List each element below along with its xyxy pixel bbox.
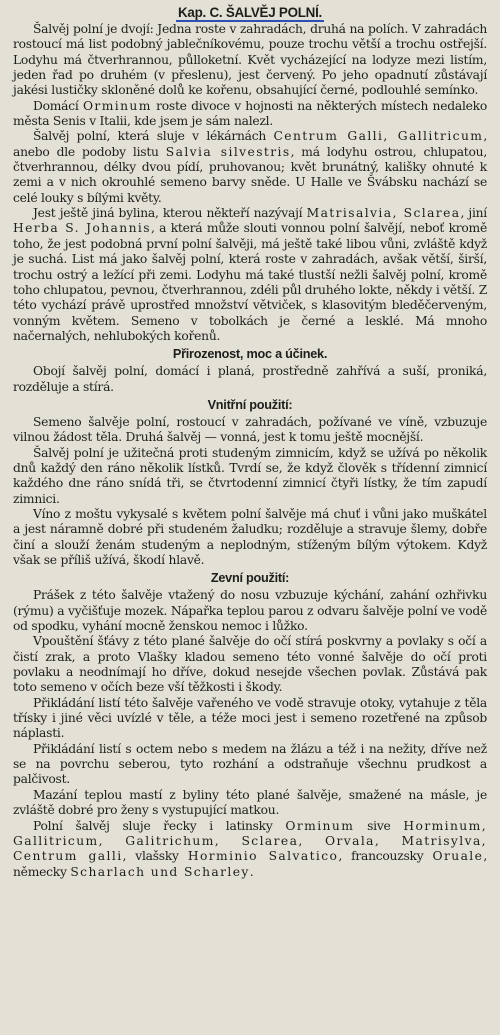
section-heading: Zevní použití: [210,571,290,586]
paragraph: Víno z moštu vykysalé s květem polní šalvěje má chuť i vůni jako muškátel a jest náramně dobré při studeném žaludku; rozděluje a stravuje šlemy, dobře činí a slouží ženám studeným a neplodným, stíženým bílým výtokem. Když však se příliš užívá, škodí hlavě. [13,506,487,567]
paragraph: Prášek z této šalvěje vtažený do nosu vzbuzuje kýchání, zahání ozhřivku (rýmu) a vyčišťuje mozek. Nápařka teplou parou z odvaru šalvěje polní ve vodě od spodku, vyhání mocně ženskou nemoc i lůžko. [13,588,487,634]
paragraph: Polní šalvěj sluje řecky i latinsky Orminum sive Horminum, Gallitricum, Galitrichum, Sclarea, Orvala, Matrisylva, Centrum galli, vlašsky Horminio Salvatico, francouzsky Oruale, německy Scharlach und Scharley. [13,818,487,879]
paragraph: Přikládání listí s octem nebo s medem na žlázu a též i na nežity, dříve než se na povrchu seberou, tyto rozhání a odstraňuje všechnu prudkost a palčivost. [13,741,487,787]
paragraph: Šalvěj polní, která sluje v lékárnách Centrum Galli, Gallitricum, anebo dle podoby listu Salvia silvestris, má lodyhu ostrou, chlupatou, čtverhrannou, délky dvou pídí, pruhovanou; květ brunátný, kališky ohnuté k zemi a v nich okrouhlé semeno barvy sněde. U Halle ve Švábsku nachází se celé louky s bílými květy. [13,129,487,205]
paragraph: Šalvěj polní je užitečná proti studeným zimnicím, když se užívá po několik dnů každý den ráno několik lístků. Tvrdí se, že když člověk s třídenní zimnicí každého dne ráno snídá tři, se čtvrtodenní zimnicí čtyři lístky, že tím zapudí zimnici. [13,445,487,506]
paragraph: Semeno šalvěje polní, rostoucí v zahradách, požívané ve víně, vzbuzuje vilnou žádost těla. Druhá šalvěj — vonná, jest k tomu ještě mocnější. [13,414,487,445]
paragraph: Obojí šalvěj polní, domácí i planá, prostředně zahřívá a suší, proniká, rozděluje a stírá. [13,364,487,394]
paragraph: Vpouštění šťávy z této plané šalvěje do očí stírá poskvrny a povlaky s očí a čistí zrak, a proto Vlašky kladou semeno této vonné šalvěje do očí proti povlaku a neodnímají ho dříve, dokud nesejde všechen povlak. Zůstává pak toto semeno v očích beze vší těžkosti i škody. [13,634,487,695]
paragraph: Šalvěj polní je dvojí: Jedna roste v zahradách, druhá na polích. V zahradách rostoucí má list podobný jablečníkovému, pouze trochu větší a trochu ostřejší. Lodyhu má čtverhrannou, půlloketní. Květ vycházející na lodyze mezi listím, jeden řad po druhém (v přeslenu), jest červený. Po jeho opadnutí zůstávají jakési lustičky skloněné dolů ke kořenu, obsahující černé, podlouhlé semínko. [13,22,487,98]
paragraph: Jest ještě jiná bylina, kterou někteří nazývají Matrisalvia, Sclarea, jiní Herba S. Johannis, a která může slouti vonnou polní šalvějí, neboť kromě toho, že jest podobná první polní šalvěji, má ještě také libou vůni, zvláště když je suchá. List má jako šalvěj polní, která roste v zahradách, avšak větší, širší, trochu ostrý a ležící při zemi. Lodyhu má také tlustší nežli šalvěj polní, kromě toho chlupatou, pevnou, čtverhrannou, zdéli půl druhého lokte, někdy i větší. Z této vychází právě uprostřed množství větviček, s klasovitým bleděčerveným, vonným květem. Semeno v tobolkách je černé a lesklé. Má mnoho načernalých, nehlubokých kořenů. [13,206,487,343]
section-heading: Vnitřní použití: [207,397,293,412]
section-heading: Přirozenost, moc a účinek. [172,347,328,362]
chapter-title: Kap. C. ŠALVĚJ POLNÍ. [177,5,323,20]
paragraph: Přikládání listí této šalvěje vařeného ve vodě stravuje otoky, vytahuje z těla třísky i jiné věci uvízlé v těle, a téže moci jest i semeno rozetřené na způsob náplasti. [13,695,487,741]
paragraph: Mazání teplou mastí z byliny této plané šalvěje, smažené na másle, je zvláště dobré pro ženy s vystupující matkou. [13,787,487,818]
paragraph: Domácí Orminum roste divoce v hojnosti na některých místech nedaleko města Senis v Italii, kde jsem je sám nalezl. [13,98,488,129]
